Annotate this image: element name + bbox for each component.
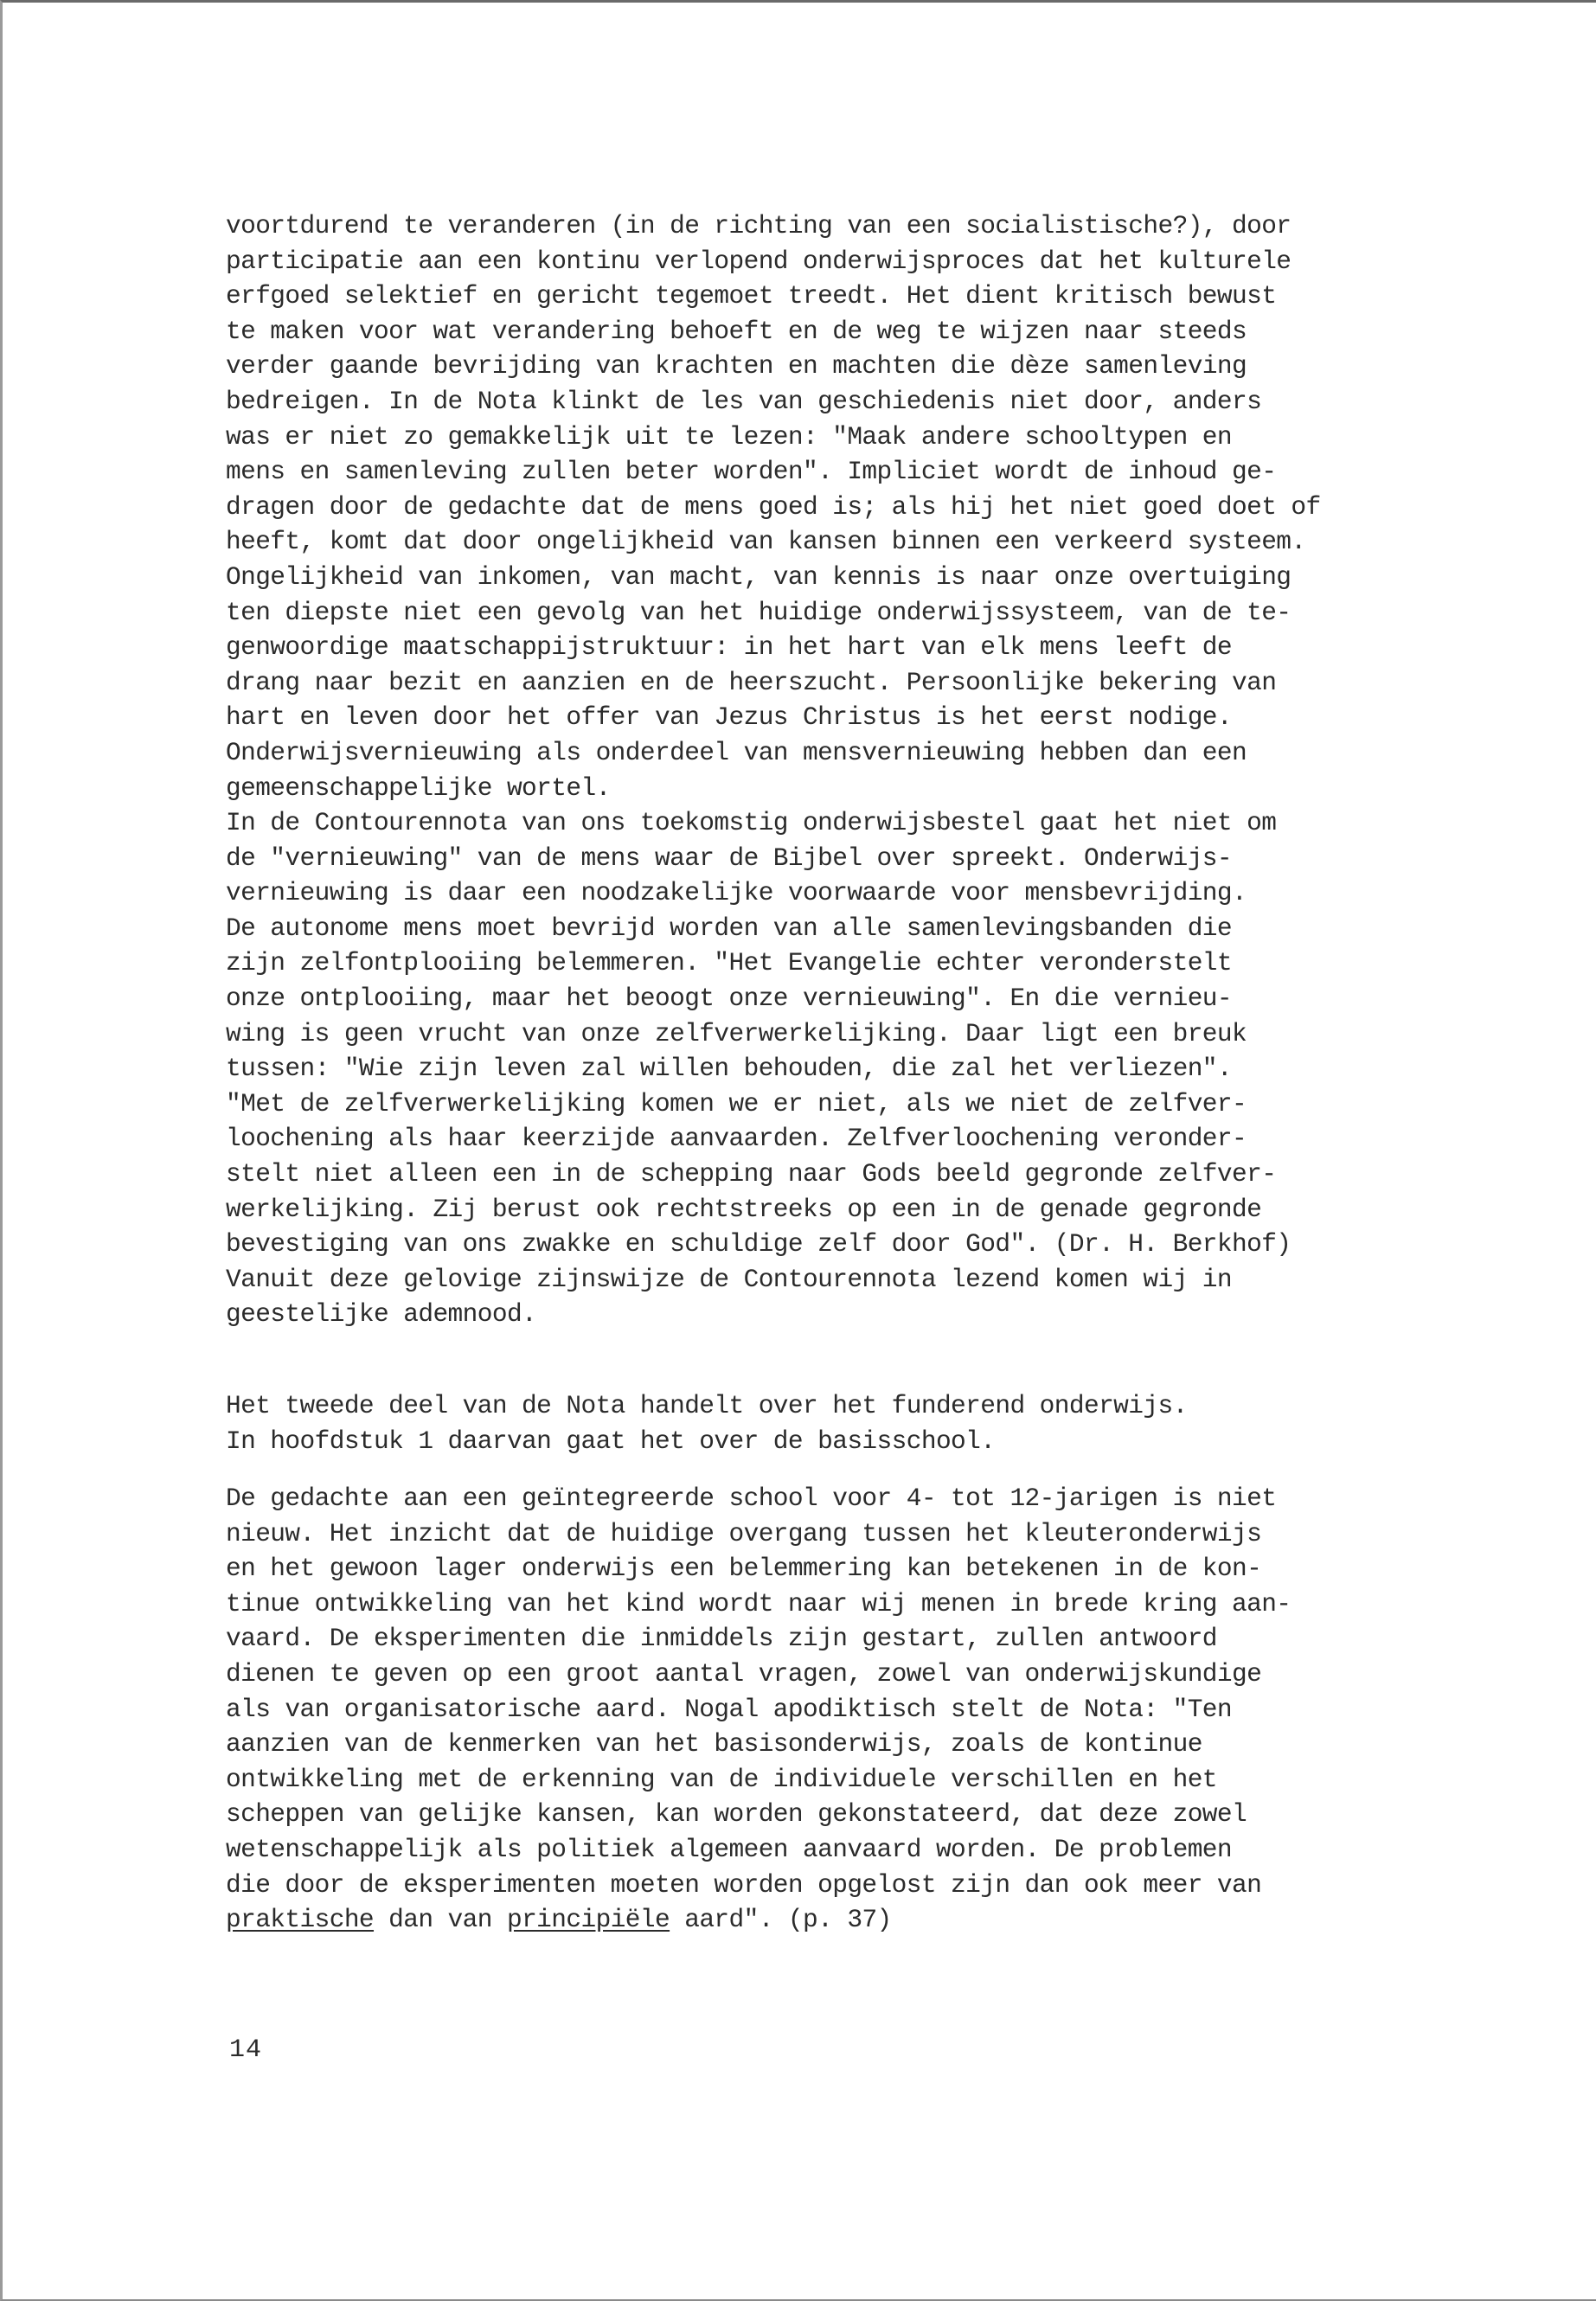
text-line: scheppen van gelijke kansen, kan worden gekonstateerd, dat deze zowel: [226, 1799, 1247, 1830]
text-line: mens en samenleving zullen beter worden". Impliciet wordt de inhoud ge-: [226, 457, 1277, 487]
text-line: onze ontplooiing, maar het beoogt onze vernieuwing". En die vernieu-: [226, 984, 1232, 1014]
text-line: heeft, komt dat door ongelijkheid van kansen binnen een verkeerd systeem.: [226, 527, 1306, 557]
text-line: zijn zelfontplooiing belemmeren. "Het Evangelie echter veronderstelt: [226, 948, 1232, 978]
text-line: stelt niet alleen een in de schepping naar Gods beeld gegronde zelfver-: [226, 1159, 1277, 1189]
underlined-word: principiële: [506, 1905, 670, 1935]
text-line: geestelijke ademnood.: [226, 1299, 537, 1330]
text-line: drang naar bezit en aanzien en de heerszucht. Persoonlijke bekering van: [226, 667, 1277, 697]
text-line-last: [226, 1902, 1411, 1938]
text-line: wetenschappelijk als politiek algemeen aanvaard worden. De problemen: [226, 1834, 1232, 1864]
paragraph-3: [226, 1481, 1411, 1938]
text-line: dragen door de gedachte dat de mens goed is; als hij het niet goed doet of: [226, 491, 1321, 522]
paragraph-1: [226, 208, 1411, 1332]
text-line: Onderwijsvernieuwing als onderdeel van mensvernieuwing hebben dan een: [226, 737, 1247, 767]
underlined-word: praktische: [226, 1905, 375, 1935]
text-line: bedreigen. In de Nota klinkt de les van geschiedenis niet door, anders: [226, 386, 1262, 416]
text-line: vernieuwing is daar een noodzakelijke voorwaarde voor mensbevrijding.: [226, 878, 1247, 908]
text-line: werkelijking. Zij berust ook rechtstreeks op een in de genade gegronde: [226, 1194, 1262, 1224]
text-line: loochening als haar keerzijde aanvaarden. Zelfverloochening veronder-: [226, 1124, 1247, 1154]
text-line: verder gaande bevrijding van krachten en machten die dèze samenleving: [226, 351, 1247, 381]
text-line: voortdurend te veranderen (in de richting van een socialistische?), door: [226, 211, 1292, 240]
text-line: was er niet zo gemakkelijk uit te lezen: "Maak andere schooltypen en: [226, 421, 1232, 452]
text-line: erfgoed selektief en gericht tegemoet treedt. Het dient kritisch bewust: [226, 281, 1277, 311]
paragraph-2: [226, 1388, 1411, 1458]
text-line: De autonome mens moet bevrijd worden van alle samenlevingsbanden die: [226, 913, 1232, 943]
text-line: gemeenschappelijke wortel.: [226, 772, 611, 803]
text-line: en het gewoon lager onderwijs een belemmering kan betekenen in de kon-: [226, 1554, 1262, 1584]
text-line: Het tweede deel van de Nota handelt over het funderend onderwijs.: [226, 1391, 1188, 1420]
text-line: nieuw. Het inzicht dat de huidige overgang tussen het kleuteronderwijs: [226, 1518, 1262, 1548]
text-line: vaard. De eksperimenten die inmiddels zijn gestart, zullen antwoord: [226, 1624, 1217, 1654]
text-line: tinue ontwikkeling van het kind wordt naar wij menen in brede kring aan-: [226, 1588, 1292, 1618]
text-line: de "vernieuwing" van de mens waar de Bijbel over spreekt. Onderwijs-: [226, 843, 1232, 873]
text-line: Vanuit deze gelovige zijnswijze de Contourennota lezend komen wij in: [226, 1264, 1232, 1294]
text-line: hart en leven door het offer van Jezus Christus is het eerst nodige.: [226, 702, 1232, 733]
text-line: dienen te geven op een groot aantal vragen, zowel van onderwijskundige: [226, 1658, 1262, 1689]
text-line: tussen: "Wie zijn leven zal willen behouden, die zal het verliezen".: [226, 1054, 1232, 1084]
text-line: ontwikkeling met de erkenning van de individuele verschillen en het: [226, 1764, 1217, 1794]
text-line: bevestiging van ons zwakke en schuldige zelf door God". (Dr. H. Berkhof): [226, 1229, 1292, 1259]
text-line: In de Contourennota van ons toekomstig onderwijsbestel gaat het niet om: [226, 808, 1277, 838]
text-line: "Met de zelfverwerkelijking komen we er niet, als we niet de zelfver-: [226, 1088, 1247, 1118]
text-line: wing is geen vrucht van onze zelfverwerkelijking. Daar ligt een breuk: [226, 1018, 1247, 1048]
text-line: als van organisatorische aard. Nogal apodiktisch stelt de Nota: "Ten: [226, 1694, 1232, 1724]
text-line: In hoofdstuk 1 daarvan gaat het over de basisschool.: [226, 1426, 996, 1456]
text-line: genwoordige maatschappijstruktuur: in het hart van elk mens leeft de: [226, 632, 1232, 663]
text-fragment: dan van: [374, 1905, 507, 1935]
text-line: die door de eksperimenten moeten worden opgelost zijn dan ook meer van: [226, 1869, 1262, 1900]
text-line: Ongelijkheid van inkomen, van macht, van kennis is naar onze overtuiging: [226, 561, 1292, 592]
page-number: 14: [229, 2035, 263, 2065]
text-line: aanzien van de kenmerken van het basisonderwijs, zoals de kontinue: [226, 1729, 1202, 1759]
text-line: De gedachte aan een geïntegreerde school voor 4- tot 12-jarigen is niet: [226, 1484, 1277, 1513]
text-line: participatie aan een kontinu verlopend onderwijsproces dat het kulturele: [226, 246, 1292, 276]
text-line: ten diepste niet een gevolg van het huidige onderwijssysteem, van de te-: [226, 597, 1292, 627]
text-line: te maken voor wat verandering behoeft en de weg te wijzen naar steeds: [226, 316, 1247, 346]
text-fragment: aard". (p. 37): [670, 1905, 892, 1935]
